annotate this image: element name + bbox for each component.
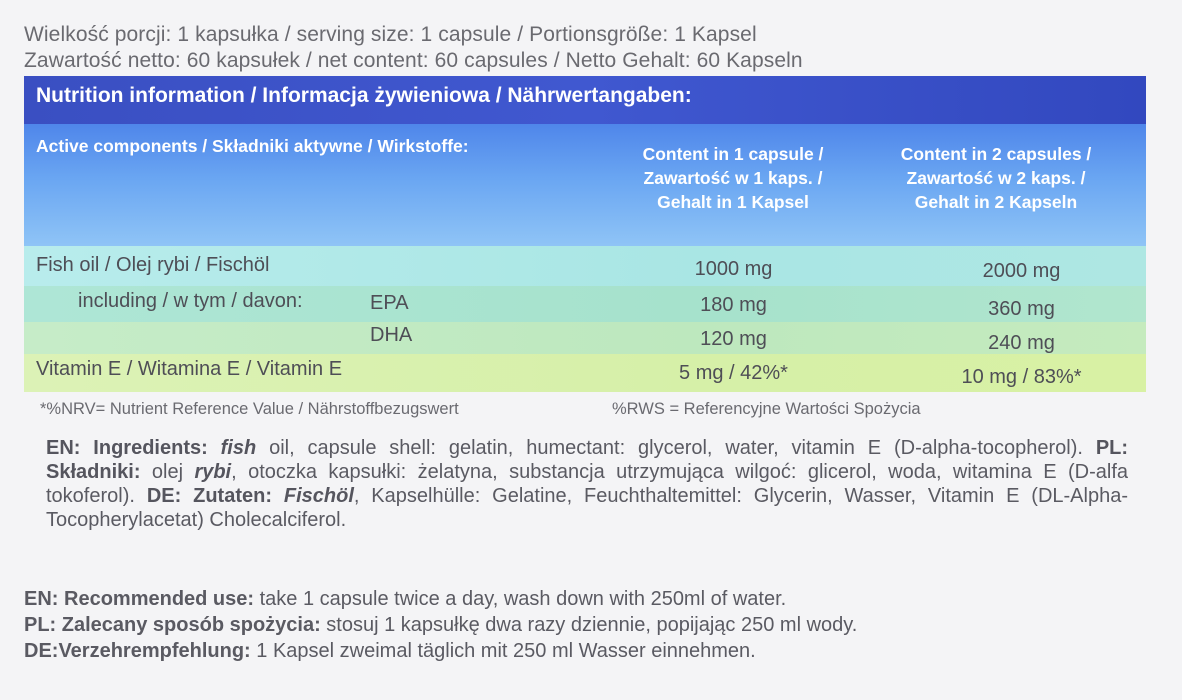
header-col3-line: Gehalt in 2 Kapseln — [914, 192, 1078, 212]
ingredients-pl-text: , otoczka kapsułki: żelatyna, substancja utrzymująca wilgoć: glicerol, woda, witamina E (D-alfa tokoferol). — [46, 461, 1128, 507]
recommended-use — [24, 586, 1124, 664]
row-value-1-capsule: 5 mg / 42%* — [679, 362, 788, 384]
row-sublabel: EPA — [370, 292, 409, 314]
header-col2-line: Content in 1 capsule / — [642, 144, 824, 164]
nutrition-table-header — [24, 124, 1146, 246]
ingredients-pl-pre: olej — [151, 461, 184, 483]
row-value-2-capsules: 10 mg / 83%* — [961, 366, 1082, 388]
header-col3-line: Zawartość w 2 kaps. / — [906, 168, 1086, 188]
table-row-epa — [24, 286, 1146, 322]
usage-de-line — [24, 638, 1124, 664]
header-col2-line: Zawartość w 1 kaps. / — [643, 168, 823, 188]
ingredients-de-label: DE: Zutaten: — [146, 485, 272, 507]
ingredients-de-text: , Kapselhülle: Gelatine, Feuchthaltemittel: Glycerin, Wasser, Vitamin E (DL-Alpha-Tocopherylacetat) Cholecalciferol. — [46, 485, 1128, 531]
ingredients-en-text: oil, capsule shell: gelatin, humectant: glycerol, water, vitamin E (D-alpha-tocopherol). — [269, 437, 1083, 459]
net-content-line: Zawartość netto: 60 kapsułek / net content: 60 capsules / Netto Gehalt: 60 Kapseln — [24, 49, 803, 72]
row-label: Vitamin E / Witamina E / Vitamin E — [36, 358, 343, 380]
ingredients-en-label: EN: Ingredients: — [46, 437, 208, 459]
row-label: including / w tym / davon: — [78, 290, 303, 312]
usage-en-line — [24, 586, 1124, 612]
ingredients-en-fish: fish — [220, 437, 257, 459]
usage-de-text: 1 Kapsel zweimal täglich mit 250 ml Wasser einnehmen. — [250, 640, 756, 662]
header-active-components: Active components / Składniki aktywne / Wirkstoffe: — [36, 136, 469, 156]
header-col2-line: Gehalt in 1 Kapsel — [657, 192, 809, 212]
row-label: Fish oil / Olej rybi / Fischöl — [36, 254, 270, 276]
usage-en-text: take 1 capsule twice a day, wash down with 250ml of water. — [254, 588, 787, 610]
row-value-1-capsule: 120 mg — [700, 328, 767, 350]
ingredients-de-fisch: Fischöl — [283, 485, 354, 507]
ingredients-pl-rybi: rybi — [194, 461, 232, 483]
usage-de-label: DE:Verzehrempfehlung: — [24, 640, 251, 662]
header-content-1-capsule — [602, 142, 864, 214]
ingredients-pl-label: PL: Składniki: — [46, 437, 1129, 483]
row-value-1-capsule: 1000 mg — [694, 258, 773, 280]
table-row-vitamin-e — [24, 354, 1146, 392]
footnote-rws: %RWS = Referencyjne Wartości Spożycia — [612, 400, 921, 418]
header-col3-line: Content in 2 capsules / — [900, 144, 1092, 164]
nutrition-table-title: Nutrition information / Informacja żywieniowa / Nährwertangaben: — [24, 76, 1146, 124]
header-content-2-capsules — [876, 142, 1116, 214]
footnote-nrv: *%NRV= Nutrient Reference Value / Nährstoffbezugswert — [40, 400, 459, 418]
serving-info — [24, 22, 803, 74]
ingredients-text — [46, 436, 1128, 532]
table-row-dha — [24, 322, 1146, 354]
row-sublabel: DHA — [370, 324, 413, 346]
nutrition-table — [24, 76, 1146, 392]
row-value-2-capsules: 2000 mg — [982, 260, 1061, 282]
usage-pl-line — [24, 612, 1124, 638]
row-value-1-capsule: 180 mg — [700, 294, 767, 316]
row-value-2-capsules: 240 mg — [988, 332, 1055, 354]
table-row-fish-oil — [24, 246, 1146, 286]
serving-size-line: Wielkość porcji: 1 kapsułka / serving size: 1 capsule / Portionsgröße: 1 Kapsel — [24, 23, 757, 46]
usage-en-label: EN: Recommended use: — [24, 588, 255, 610]
row-value-2-capsules: 360 mg — [988, 298, 1055, 320]
usage-pl-label: PL: Zalecany sposób spożycia: — [24, 614, 321, 636]
usage-pl-text: stosuj 1 kapsułkę dwa razy dziennie, popijając 250 ml wody. — [320, 614, 858, 636]
